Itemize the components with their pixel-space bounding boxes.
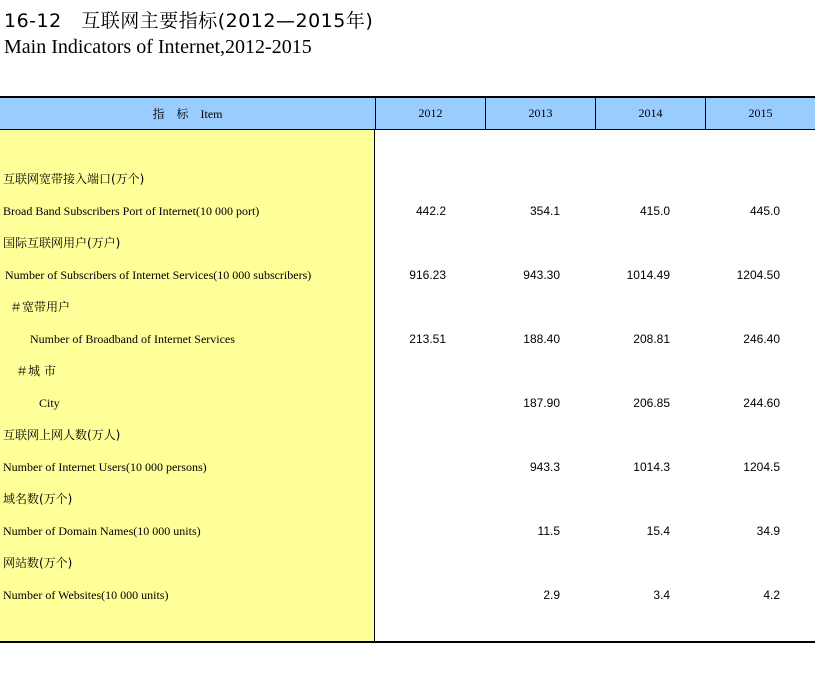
cell-2015: 4.2 <box>763 588 780 602</box>
cell-2014: 206.85 <box>633 396 670 410</box>
cell-2013: 354.1 <box>529 204 560 218</box>
row-label: Number of Broadband of Internet Services <box>30 332 235 346</box>
row-label: 互联网上网人数(万人) <box>3 428 121 442</box>
table-row <box>0 355 815 387</box>
cell-2013: 943.30 <box>523 268 560 282</box>
row-label: Broad Band Subscribers Port of Internet(10 000 port) <box>3 204 260 218</box>
cell-2015: 1204.50 <box>736 268 780 282</box>
table-row <box>0 419 815 451</box>
table-row <box>0 291 815 323</box>
table-row <box>0 579 815 611</box>
row-label: 国际互联网用户(万户) <box>3 236 121 250</box>
table-bottom-border <box>0 641 815 643</box>
cell-2015: 246.40 <box>743 332 780 346</box>
cell-2013: 943.3 <box>529 460 560 474</box>
row-label: ＃城 市 <box>16 364 56 378</box>
row-label: Number of Internet Users(10 000 persons) <box>3 460 207 474</box>
header-year-2012: 2012 <box>375 96 485 130</box>
cell-2013: 2.9 <box>543 588 560 602</box>
table-title-chinese: 16-12 互联网主要指标(2012—2015年) <box>4 10 374 32</box>
cell-2015: 445.0 <box>749 204 780 218</box>
row-label: City <box>39 396 60 410</box>
row-label: ＃宽带用户 <box>10 300 71 314</box>
row-label: 域名数(万个) <box>3 492 73 506</box>
cell-2014: 1014.3 <box>633 460 670 474</box>
header-year-2015: 2015 <box>705 96 815 130</box>
table-row <box>0 195 815 227</box>
cell-2015: 1204.5 <box>743 460 780 474</box>
cell-2012: 916.23 <box>409 268 446 282</box>
cell-2013: 11.5 <box>537 524 560 538</box>
cell-2013: 187.90 <box>523 396 560 410</box>
table-row <box>0 163 815 195</box>
row-label: 网站数(万个) <box>3 556 73 570</box>
header-year-2013: 2013 <box>485 96 595 130</box>
table-row <box>0 227 815 259</box>
cell-2014: 15.4 <box>646 524 670 538</box>
table-row <box>0 387 815 419</box>
row-label: Number of Subscribers of Internet Services(10 000 subscribers) <box>5 268 312 282</box>
cell-2014: 415.0 <box>639 204 670 218</box>
table-row <box>0 451 815 483</box>
cell-2015: 244.60 <box>743 396 780 410</box>
cell-2014: 208.81 <box>633 332 670 346</box>
cell-2014: 3.4 <box>653 588 670 602</box>
cell-2012: 213.51 <box>409 332 446 346</box>
cell-2015: 34.9 <box>756 524 780 538</box>
table-title-english: Main Indicators of Internet,2012-2015 <box>4 36 312 58</box>
table-row <box>0 323 815 355</box>
table-row <box>0 483 815 515</box>
row-label: 互联网宽带接入端口(万个) <box>3 172 145 186</box>
row-label: Number of Websites(10 000 units) <box>3 588 169 602</box>
cell-2014: 1014.49 <box>626 268 670 282</box>
table-row <box>0 259 815 291</box>
cell-2012: 442.2 <box>415 204 446 218</box>
table-row <box>0 547 815 579</box>
table-row <box>0 515 815 547</box>
indicators-table <box>0 96 815 643</box>
header-item: 指 标 Item <box>0 96 375 130</box>
header-year-2014: 2014 <box>595 96 705 130</box>
cell-2013: 188.40 <box>523 332 560 346</box>
row-label: Number of Domain Names(10 000 units) <box>3 524 201 538</box>
